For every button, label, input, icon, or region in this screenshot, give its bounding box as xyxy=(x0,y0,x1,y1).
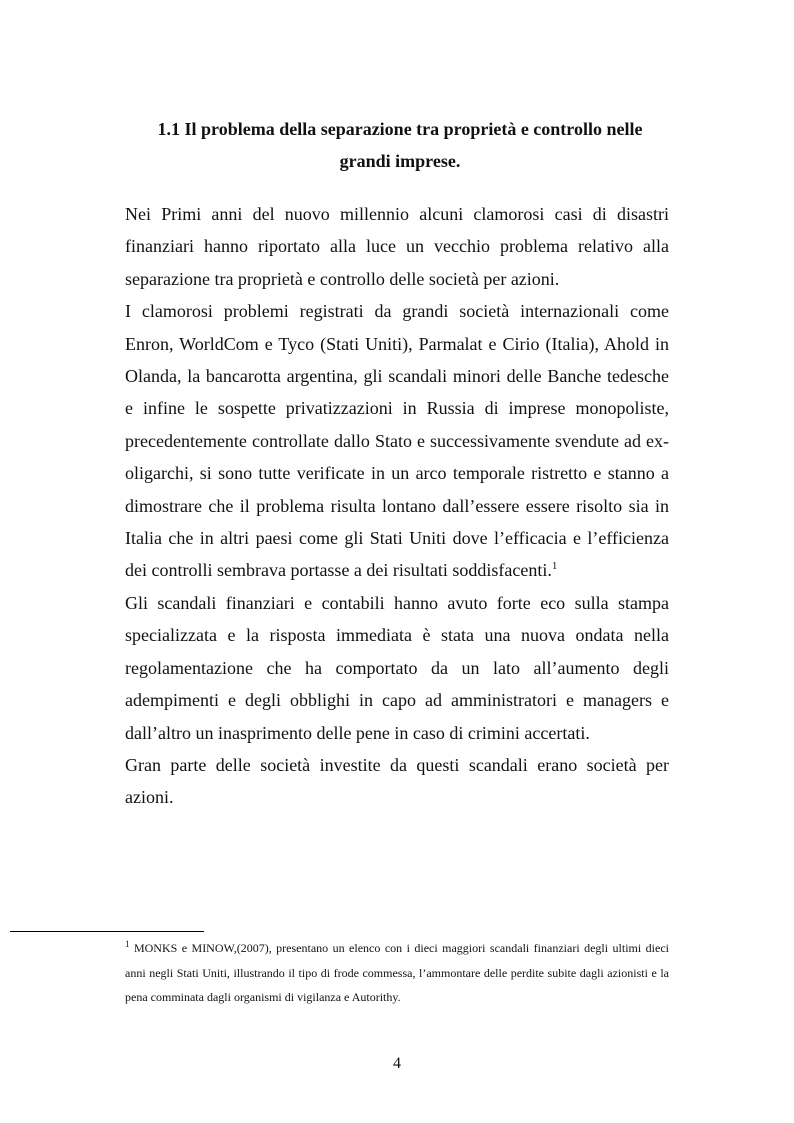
footnote-text: MONKS e MINOW,(2007), presentano un elenco con i dieci maggiori scandali finanziari degli ultimi dieci anni negli Stati Uniti, illustrando il tipo di frode commessa, l’ammontare delle perdite subite dagli azionisti e la pena comminata dagli organismi di vigilanza e Autorithy. xyxy=(125,941,669,1004)
section-heading xyxy=(130,113,670,177)
section-heading-line-2: grandi imprese. xyxy=(339,151,461,171)
page-number: 4 xyxy=(393,1055,401,1072)
footnote-divider xyxy=(10,931,204,932)
section-heading-line-1: 1.1 Il problema della separazione tra proprietà e controllo nelle xyxy=(157,119,643,139)
paragraph-1: Nei Primi anni del nuovo millennio alcuni clamorosi casi di disastri finanziari hanno riportato alla luce un vecchio problema relativo alla separazione tra proprietà e controllo delle società per azioni. xyxy=(125,204,669,289)
footnote-marker: 1 xyxy=(125,939,130,949)
paragraph-2-text: I clamorosi problemi registrati da grandi società internazionali come Enron, WorldCom e Tyco (Stati Uniti), Parmalat e Cirio (Italia), Ahold in Olanda, la bancarotta argentina, gli scandali minori delle Banche tedesche e infine le sospette privatizzazioni in Russia di imprese monopoliste, precedentemente controllate dallo Stato e successivamente svendute ad ex-oligarchi, si sono tutte verificate in un arco temporale ristretto e stanno a dimostrare che il problema risulta lontano dall’essere essere risolto sia in Italia che in altri paesi come gli Stati Uniti dove l’efficacia e l’efficienza dei controlli sembrava portasse a dei risultati soddisfacenti. xyxy=(125,301,669,581)
paragraph-2 xyxy=(125,295,669,587)
body-text xyxy=(125,198,669,814)
paragraph-3: Gli scandali finanziari e contabili hanno avuto forte eco sulla stampa specializzata e la risposta immediata è stata una nuova ondata nella regolamentazione che ha comportato da un lato all’aumento degli adempimenti e degli obblighi in capo ad amministratori e managers e dall’altro un inasprimento delle pene in caso di crimini accertati. xyxy=(125,592,669,743)
footnote-reference: 1 xyxy=(551,560,558,573)
paragraph-4: Gran parte delle società investite da questi scandali erano società per azioni. xyxy=(125,754,669,808)
footnote xyxy=(125,936,669,1010)
